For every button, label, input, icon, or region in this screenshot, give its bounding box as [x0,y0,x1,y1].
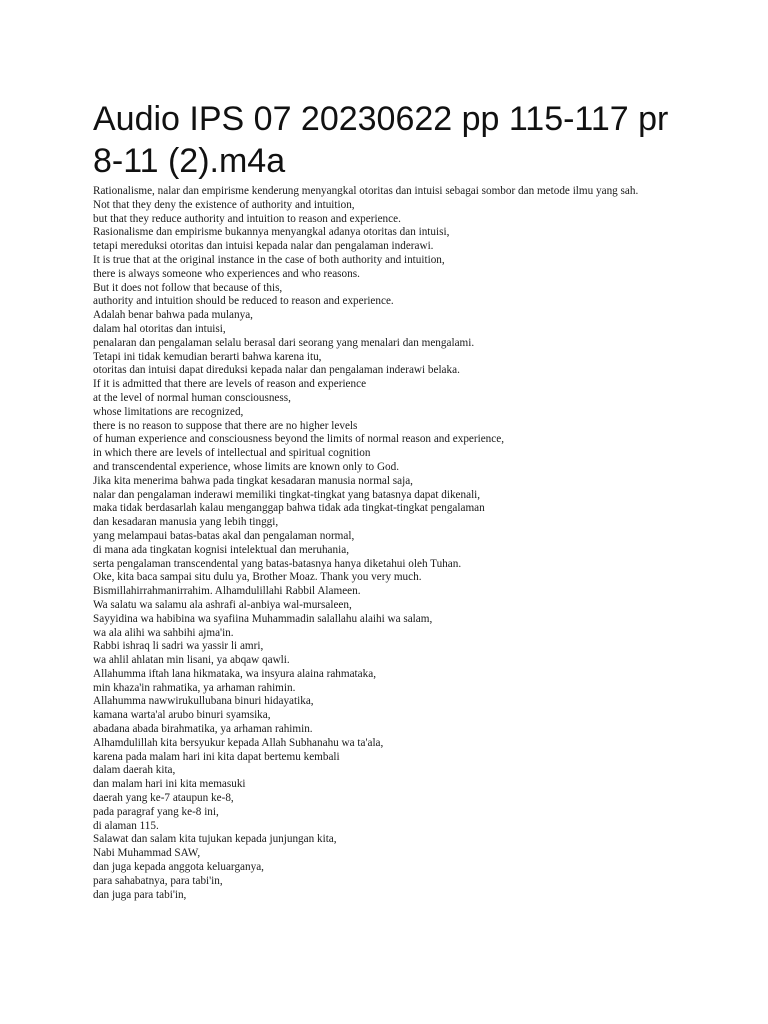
transcript-line: dan kesadaran manusia yang lebih tinggi, [93,516,279,529]
transcript-line: dalam hal otoritas dan intuisi, [93,322,226,335]
transcript-line: of human experience and consciousness beyond the limits of normal reason and experience, [93,433,505,446]
transcript-line: di alaman 115. [93,819,159,832]
transcript-line: tetapi mereduksi otoritas dan intuisi kepada nalar dan pengalaman inderawi. [93,240,434,253]
transcript-line: Wa salatu wa salamu ala ashrafi al-anbiya wal-mursaleen, [93,598,352,611]
transcript-line: min khaza'in rahmatika, ya arhaman rahimin. [93,681,296,694]
transcript-line: But it does not follow that because of this, [93,281,283,294]
transcript-line: there is no reason to suppose that there are no higher levels [93,419,358,432]
transcript-line: Adalah benar bahwa pada mulanya, [93,309,253,322]
transcript-line: di mana ada tingkatan kognisi intelektual dan meruhania, [93,543,349,556]
transcript-line: and transcendental experience, whose limits are known only to God. [93,460,400,473]
transcript-line: at the level of normal human consciousness, [93,391,291,404]
transcript-line: wa ala alihi wa sahbihi ajma'in. [93,626,234,639]
transcript-line: wa ahlil ahlatan min lisani, ya abqaw qawli. [93,654,290,667]
transcript-line: but that they reduce authority and intuition to reason and experience. [93,212,401,225]
transcript-line: kamana warta'al arubo binuri syamsika, [93,709,271,722]
transcript-line: Rabbi ishraq li sadri wa yassir li amri, [93,640,264,653]
transcript-line: Not that they deny the existence of authority and intuition, [93,198,355,211]
transcript-line: Rationalisme, nalar dan empirisme kenderung menyangkal otoritas dan intuisi sebagai sombor dan metode ilmu yang sah. [93,185,639,197]
transcript-line: Jika kita menerima bahwa pada tingkat kesadaran manusia normal saja, [93,474,413,487]
transcript-line: in which there are levels of intellectual and spiritual cognition [93,447,371,460]
transcript-line: para sahabatnya, para tabi'in, [93,874,223,887]
transcript-line: maka tidak berdasarlah kalau menganggap bahwa tidak ada tingkat-tingkat pengalaman [93,502,485,515]
transcript-line: whose limitations are recognized, [93,405,244,418]
transcript-line: Bismillahirrahmanirrahim. Alhamdulillahi Rabbil Alameen. [93,585,361,598]
transcript-line: nalar dan pengalaman inderawi memiliki tingkat-tingkat yang batasnya dapat dikenali, [93,488,481,501]
transcript-line: Salawat dan salam kita tujukan kepada junjungan kita, [93,833,337,846]
document-title: Audio IPS 07 20230622 pp 115-117 pr 8-11 (2).m4a [93,100,669,180]
transcript-line: If it is admitted that there are levels of reason and experience [93,378,367,391]
transcript-line: Alhamdulillah kita bersyukur kepada Allah Subhanahu wa ta'ala, [93,736,384,749]
transcript-line: dan malam hari ini kita memasuki [93,778,246,791]
transcript-line: Allahumma iftah lana hikmataka, wa insyura alaina rahmataka, [93,667,376,680]
transcript-line: Sayyidina wa habibina wa syafiina Muhammadin salallahu alaihi wa salam, [93,612,433,625]
transcript-line: abadana abada birahmatika, ya arhaman rahimin. [93,723,313,736]
transcript-line: Rasionalisme dan empirisme bukannya menyangkal adanya otoritas dan intuisi, [93,226,450,239]
transcript-line: dan juga kepada anggota keluarganya, [93,861,264,874]
transcript-line: authority and intuition should be reduced to reason and experience. [93,295,394,308]
transcript-line: pada paragraf yang ke-8 ini, [93,805,219,818]
transcript-line: Nabi Muhammad SAW, [93,847,201,860]
transcript-line: there is always someone who experiences and who reasons. [93,267,360,280]
transcript-line: penalaran dan pengalaman selalu berasal dari seorang yang menalari dan mengalami. [93,336,475,349]
transcript-line: dan juga para tabi'in, [93,888,187,901]
transcript-line: Oke, kita baca sampai situ dulu ya, Brother Moaz. Thank you very much. [93,571,422,584]
transcript-line: It is true that at the original instance in the case of both authority and intuition, [93,253,445,266]
transcript-line: dalam daerah kita, [93,764,176,777]
transcript-body [93,185,705,902]
transcript-line: otoritas dan intuisi dapat direduksi kepada nalar dan pengalaman inderawi belaka. [93,364,460,377]
transcript-line: karena pada malam hari ini kita dapat bertemu kembali [93,750,340,763]
transcript-line: serta pengalaman transcendental yang batas-batasnya hanya diketahui oleh Tuhan. [93,557,462,570]
transcript-line: daerah yang ke-7 ataupun ke-8, [93,792,234,805]
transcript-line: Allahumma nawwirukullubana binuri hidayatika, [93,695,314,708]
transcript-line: Tetapi ini tidak kemudian berarti bahwa karena itu, [93,350,322,363]
transcript-line: yang melampaui batas-batas akal dan pengalaman normal, [93,529,355,542]
